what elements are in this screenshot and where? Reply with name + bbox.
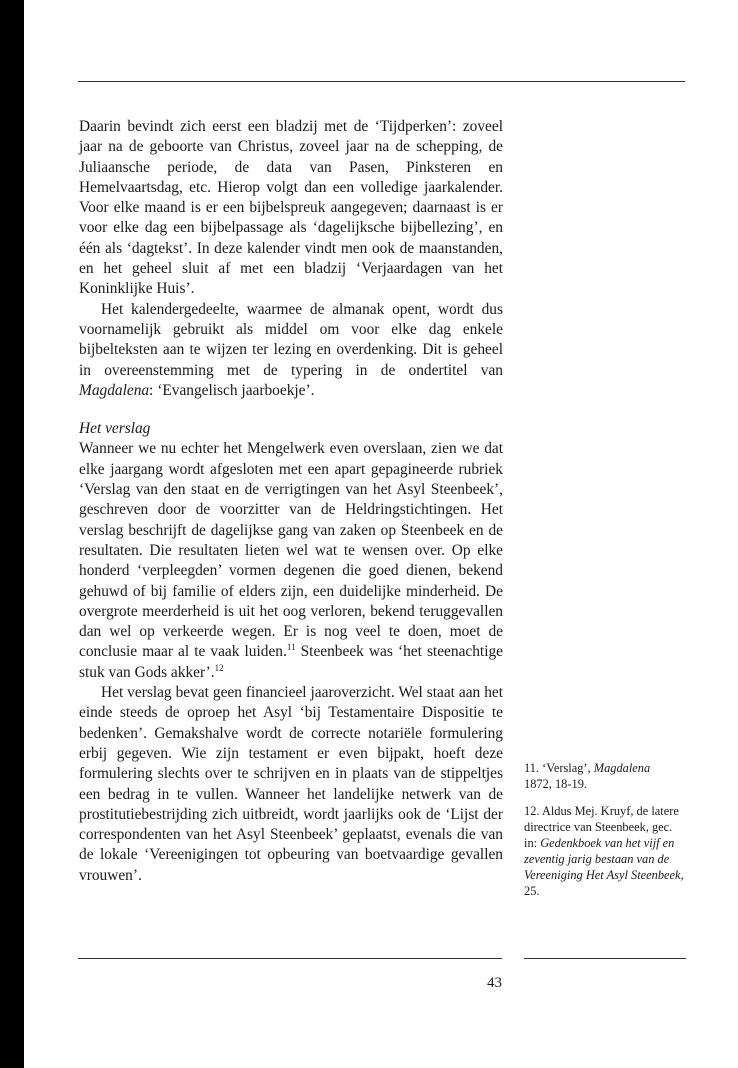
bottom-rule — [78, 958, 502, 959]
footnote-ref-12[interactable]: 12 — [214, 662, 224, 673]
footnote-title: Gedenkboek van het vijf en zeventig jarig bestaan van de Vereeniging Het Asyl Steenbeek — [524, 836, 681, 882]
footnote-ref-11[interactable]: 11 — [286, 642, 296, 653]
footnote-text: 11. ‘Verslag’, — [524, 761, 591, 775]
footnote-text: 1872, 18-19. — [524, 777, 587, 791]
footnote-title: Magdalena — [593, 761, 651, 775]
paragraph-text: Steenbeek was ‘het steenachtige stuk van Gods akker’. — [79, 643, 504, 681]
top-rule — [78, 81, 685, 82]
title-magdalena: Magdalena — [79, 381, 150, 399]
page-number: 43 — [487, 975, 502, 991]
paragraph-kalendergedeelte — [79, 300, 503, 401]
footnotes — [524, 760, 688, 910]
paragraph-text: : ‘Evangelisch jaarboekje’. — [149, 381, 315, 399]
main-text — [79, 117, 503, 886]
paragraph-verslag — [79, 439, 503, 683]
footnote-12 — [524, 803, 688, 899]
footnote-text: , 25. — [524, 868, 684, 898]
paragraph-calendar: Daarin bevindt zich eerst een bladzij met de ‘Tijdperken’: zoveel jaar na de geboorte van Christus, zoveel jaar na de schepping, de Juliaansche periode, de data van Pasen, Pinksteren en Hemelvaartsdag, etc. Hierop volgt dan een volledige jaarkalender. Voor elke maand is er een bijbelspreuk aangegeven; daarnaast is er voor elke dag een bijbelpassage als ‘dagelijksche bijbellezing’, en één als ‘dagtekst’. In deze kalender vindt men ook de maanstanden, en het geheel sluit af met een bladzij ‘Verjaardagen van het Koninklijke Huis’. — [79, 118, 503, 298]
scan-border — [0, 0, 24, 1068]
section-heading: Het verslag — [79, 420, 151, 438]
bottom-rule-margin — [524, 958, 686, 959]
footnote-text: 12. Aldus Mej. Kruyf, de latere directrice van Steenbeek, gec. in: — [524, 804, 679, 850]
paragraph-text: Het kalendergedeelte, waarmee de almanak opent, wordt dus voornamelijk gebruikt als middel om voor elke dag enkele bijbelteksten aan te wijzen ter lezing en overdenking. Dit is geheel in overeenstemming met de typering in de ondertitel van — [79, 300, 503, 379]
paragraph-financieel: Het verslag bevat geen financieel jaaroverzicht. Wel staat aan het einde steeds de oproep het Asyl ‘bij Testamentaire Dispositie te bedenken’. Gemakshalve wordt de correcte notariële formulering erbij gegeven. Wie zijn testament er even bijpakt, hoeft deze formulering slechts over te schrijven en in plaats van de stippeltjes een bedrag in te vullen. Wanneer het landelijke netwerk van de prostitutiebestrijding zich uitbreidt, wordt jaarlijks ook de ‘Lijst der correspondenten van het Asyl Steenbeek’ geplaatst, evenals die van de lokale ‘Vereenigingen tot opbeuring van boetvaardige gevallen vrouwen’. — [79, 684, 503, 884]
footnote-11 — [524, 760, 688, 792]
paragraph-text: Wanneer we nu echter het Mengelwerk even overslaan, zien we dat elke jaargang wordt afgesloten met een apart gepagineerde rubriek ‘Verslag van den staat en de verrigtingen van het Asyl Steenbeek’, geschreven door de voorzitter van de Heldringstichtingen. Het verslag beschrijft de dagelijkse gang van zaken op Steenbeek en de resultaten. Die resultaten lieten wel wat te wensen over. Op elke honderd ‘verpleegden’ vormen degenen die goed dienen, bekend gehuwd of bij familie of elders zijn, een duidelijke minderheid. De overgrote meerderheid is uit het oog verloren, bekend teruggevallen dan wel op verkeerde wegen. Er is nog veel te doen, moet de conclusie maar al te vaak luiden. — [79, 440, 503, 661]
